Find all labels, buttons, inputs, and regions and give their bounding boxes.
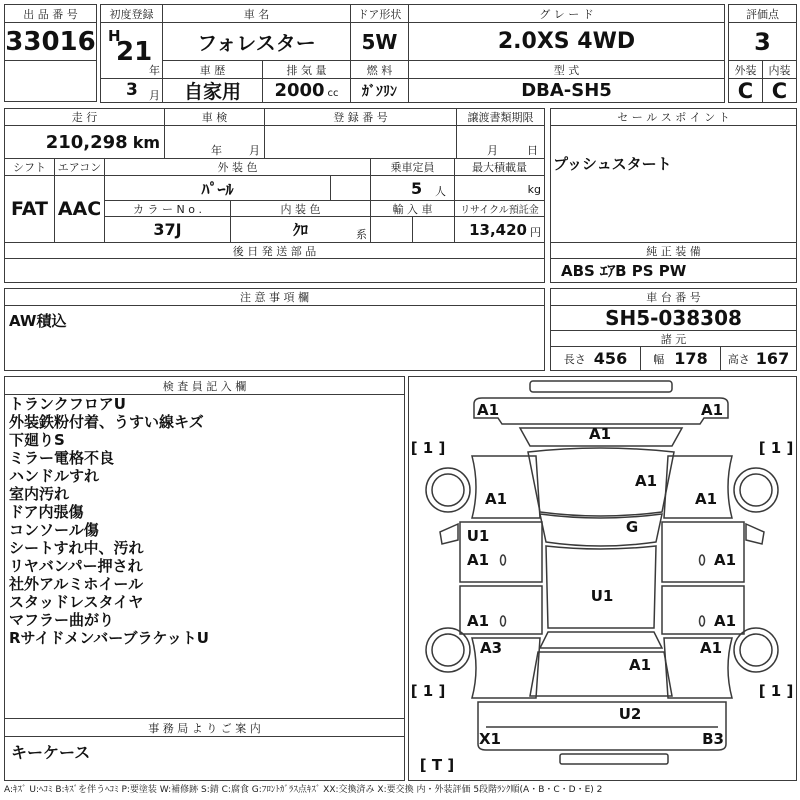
displacement-unit: cc — [327, 88, 339, 99]
right-front-door-handle — [700, 555, 705, 565]
left-rear-door-handle — [501, 616, 506, 626]
sales-point-label: セ ー ル ス ポ イ ン ト — [550, 108, 797, 126]
recycle-deposit-unit: 円 — [530, 225, 541, 239]
displacement-cell — [262, 78, 351, 103]
inspection-label: 車 検 — [164, 108, 265, 126]
right-front-wheel — [740, 474, 772, 506]
inspector-label: 検 査 員 記 入 欄 — [4, 376, 405, 395]
inspector-line: ドア内張傷 — [9, 503, 84, 521]
score: 3 — [728, 22, 797, 61]
interior-color-cell — [230, 216, 371, 243]
spec-length-label: 長さ — [563, 352, 586, 366]
capacity-unit: 人 — [435, 185, 446, 198]
capacity-cell — [370, 175, 455, 201]
first-registration-label: 初度登録 — [100, 4, 163, 23]
mileage-value: 210,298 — [45, 131, 128, 153]
spec-tallness-label: 高さ — [727, 352, 750, 366]
damage-mark-rear-bumper-dent: U2 — [618, 705, 642, 723]
interior-color-label: 内 装 色 — [230, 200, 371, 217]
damage-mark-spare-tire: [ T ] — [419, 756, 455, 774]
door-type: 5W — [350, 22, 409, 61]
left-front-door-handle — [501, 555, 506, 565]
model-code-label: 型 式 — [408, 60, 725, 79]
damage-mark-right-rear-fender: A1 — [699, 639, 723, 657]
right-front-fender — [664, 456, 732, 518]
damage-mark-right-front-fender: A1 — [694, 490, 718, 508]
model-code: DBA-SH5 — [408, 78, 725, 103]
damage-mark-left-rear-fender: A3 — [479, 639, 503, 657]
rear-end-strip — [560, 754, 668, 764]
inspector-line: 社外アルミホイール — [9, 575, 144, 593]
damage-mark-left-front-tire: [ 1 ] — [410, 439, 446, 457]
door-type-label: ドア形状 — [350, 4, 409, 23]
fuel: ｶﾞｿﾘﾝ — [350, 78, 409, 103]
damage-mark-roof: U1 — [590, 587, 614, 605]
grade: 2.0XS 4WD — [408, 22, 725, 61]
sales-point-cell — [550, 125, 797, 243]
interior-color-suffix: 系 — [356, 228, 367, 241]
exterior-color-blank — [330, 175, 371, 201]
displacement-value: 2000 — [274, 80, 325, 101]
registration-month: 3 — [126, 80, 138, 100]
inspector-line: 下廻りS — [9, 431, 65, 449]
left-front-wheel — [432, 474, 464, 506]
damage-mark-right-front-door: A1 — [713, 551, 737, 569]
transfer-deadline-label: 譲渡書類期限 — [456, 108, 545, 126]
lot-number: 33016 — [4, 22, 97, 61]
spec-length-cell — [550, 346, 641, 371]
transfer-month-unit: 月 — [487, 144, 498, 157]
equipment-label: 純 正 装 備 — [550, 242, 797, 259]
sales-point-text: プッシュスタート — [553, 155, 672, 173]
front-end-strip — [530, 381, 672, 392]
spec-breadth-cell — [640, 346, 721, 371]
inspector-notes — [4, 394, 405, 719]
history: 自家用 — [162, 78, 263, 103]
month-unit: 月 — [149, 89, 160, 102]
spec-length-value: 456 — [593, 349, 628, 368]
capacity-value: 5 — [411, 179, 423, 198]
damage-mark-left-rear-tire: [ 1 ] — [410, 682, 446, 700]
inspector-line: ハンドルすれ — [9, 467, 100, 485]
notes-label: 注 意 事 項 欄 — [4, 288, 545, 306]
first-registration-month-cell — [100, 78, 163, 103]
capacity-label: 乗車定員 — [370, 158, 455, 176]
inspector-line: コンソール傷 — [9, 521, 99, 539]
max-load-label: 最大積載量 — [454, 158, 545, 176]
rear-bumper — [478, 702, 726, 750]
damage-mark-right-front-tire: [ 1 ] — [758, 439, 794, 457]
exterior-grade: C — [728, 78, 763, 103]
spec-tallness-cell — [720, 346, 797, 371]
recycle-deposit-label: リサイクル預託金 — [454, 200, 545, 217]
registration-no-label: 登 録 番 号 — [264, 108, 457, 126]
damage-mark-windshield: G — [625, 518, 639, 536]
inspection-cell — [164, 125, 265, 159]
damage-mark-front-bumper-right: A1 — [700, 401, 724, 419]
damage-mark-front-bumper-left: A1 — [476, 401, 500, 419]
spec-breadth-value: 178 — [674, 349, 708, 368]
specs-label: 諸 元 — [550, 330, 797, 347]
chassis-no-label: 車 台 番 号 — [550, 288, 797, 306]
car-name: フォレスター — [162, 22, 351, 61]
chassis-no: SH5-038308 — [550, 305, 797, 331]
transfer-day-unit: 日 — [527, 144, 538, 157]
max-load-cell — [454, 175, 545, 201]
aircon: AAC — [54, 175, 105, 243]
color-no: 37J — [104, 216, 231, 243]
inspector-line: リヤバンパー押され — [9, 557, 143, 575]
transfer-deadline-cell — [456, 125, 545, 159]
legend: A:ｷｽﾞ U:ﾍｺﾐ B:ｷｽﾞを伴うﾍｺﾐ P:要塗装 W:補修跡 S:錆 C:腐食 G:ﾌﾛﾝﾄｶﾞﾗｽ点ｷｽﾞ XX:交換済み X:要交換 内・外装評価 5段階ﾗﾝｸ順(A・B・C・D・E) 2 — [4, 785, 603, 795]
exterior-color-label: 外 装 色 — [104, 158, 371, 176]
damage-mark-rear-bumper-left: X1 — [478, 730, 502, 748]
history-label: 車 歴 — [162, 60, 263, 79]
color-no-label: カ ラ ー N o . — [104, 200, 231, 217]
damage-mark-left-front-door-dent: U1 — [466, 527, 490, 545]
equipment: ABS ｴｱB PS PW — [550, 258, 797, 283]
imported-label: 輸 入 車 — [370, 200, 455, 217]
damage-mark-left-rear-door: A1 — [466, 612, 490, 630]
office-label: 事 務 局 よ り ご 案 内 — [4, 718, 405, 737]
later-parts-cell — [4, 258, 545, 283]
inspector-line: ミラー電格不良 — [9, 449, 115, 467]
lot-blank-cell — [4, 60, 97, 102]
inspector-line: スタッドレスタイヤ — [9, 593, 144, 611]
office-cell — [4, 736, 405, 781]
registration-year: 21 — [116, 37, 153, 67]
grade-label: グ レ ー ド — [408, 4, 725, 23]
damage-mark-right-rear-door: A1 — [713, 612, 737, 630]
damage-mark-hood: A1 — [634, 472, 658, 490]
windshield — [540, 514, 662, 546]
damage-mark-rear-bumper-right: B3 — [702, 730, 724, 748]
left-rear-wheel — [432, 634, 464, 666]
left-mirror — [440, 524, 458, 544]
mileage-label: 走 行 — [4, 108, 165, 126]
aircon-label: エアコン — [54, 158, 105, 176]
registration-no-cell — [264, 125, 457, 159]
right-mirror — [746, 524, 764, 544]
office-text: キーケース — [11, 743, 91, 762]
first-registration-year-cell — [100, 22, 163, 79]
year-unit: 年 — [149, 64, 160, 77]
damage-mark-left-front-fender: A1 — [484, 490, 508, 508]
recycle-deposit-cell — [454, 216, 545, 243]
shift-label: シフト — [4, 158, 55, 176]
exterior-color: ﾊﾟｰﾙ — [104, 175, 331, 201]
left-front-fender — [472, 456, 540, 518]
era: H — [108, 27, 121, 45]
spec-breadth-label: 幅 — [653, 352, 665, 366]
shift: FAT — [4, 175, 55, 243]
imported-cell-1 — [370, 216, 413, 243]
inspector-line: RサイドメンバーブラケットU — [9, 629, 209, 647]
front-bumper — [474, 398, 728, 424]
lot-label: 出 品 番 号 — [4, 4, 97, 23]
inspector-line: シートすれ中、汚れ — [9, 539, 144, 557]
car-name-label: 車 名 — [162, 4, 351, 23]
interior-grade: C — [762, 78, 797, 103]
later-parts-label: 後 日 発 送 部 品 — [4, 242, 545, 259]
fuel-label: 燃 料 — [350, 60, 409, 79]
right-rear-wheel — [740, 634, 772, 666]
damage-mark-trunk: A1 — [628, 656, 652, 674]
interior-color: ｸﾛ — [292, 221, 308, 239]
max-load-unit: kg — [527, 183, 541, 196]
mileage-cell — [4, 125, 165, 159]
damage-mark-right-rear-tire: [ 1 ] — [758, 682, 794, 700]
recycle-deposit-value: 13,420 — [469, 220, 527, 239]
mileage-unit: km — [132, 132, 160, 152]
inspection-month-unit: 月 — [249, 144, 260, 157]
right-rear-door-handle — [700, 616, 705, 626]
score-label: 評価点 — [728, 4, 797, 23]
displacement-label: 排 気 量 — [262, 60, 351, 79]
notes-cell — [4, 305, 545, 371]
spec-tallness-value: 167 — [755, 349, 790, 368]
exterior-grade-label: 外装 — [728, 60, 763, 79]
inspector-line: マフラー曲がり — [9, 611, 115, 629]
rear-window — [540, 632, 662, 648]
inspection-year-unit: 年 — [211, 144, 222, 157]
notes-text: AW積込 — [9, 312, 67, 330]
imported-cell-2 — [412, 216, 455, 243]
damage-mark-front-panel: A1 — [588, 425, 612, 443]
inspector-line: 室内汚れ — [9, 485, 70, 503]
inspector-line: 外装鉄粉付着、うすい線キズ — [9, 413, 204, 431]
damage-mark-left-front-door: A1 — [466, 551, 490, 569]
interior-grade-label: 内装 — [762, 60, 797, 79]
inspector-line: トランクフロアU — [9, 395, 126, 413]
